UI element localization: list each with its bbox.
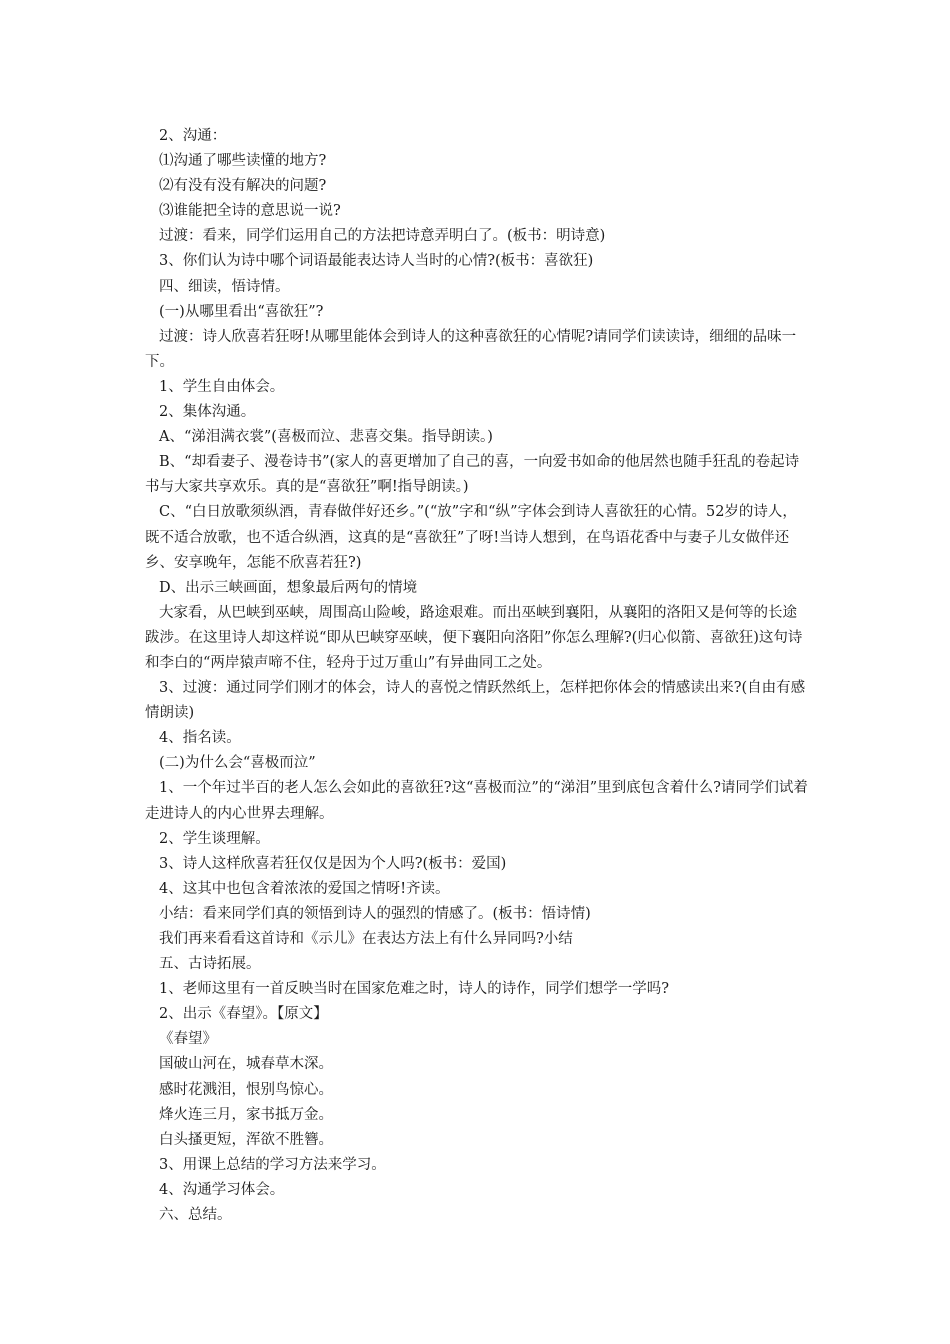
paragraph: 过渡：诗人欣喜若狂呀!从哪里能体会到诗人的这种喜欲狂的心情呢?请同学们读读诗，细细的品味一下。 (145, 328, 797, 370)
poem-line: 感时花溅泪，恨别鸟惊心。 (159, 1081, 333, 1098)
paragraph: 3、诗人这样欣喜若狂仅仅是因为个人吗?(板书：爱国) (159, 855, 507, 872)
paragraph: 3、你们认为诗中哪个词语最能表达诗人当时的心情?(板书：喜欲狂) (159, 253, 594, 270)
paragraph: 我们再来看看这首诗和《示儿》在表达方法上有什么异同吗?小结 (159, 931, 573, 947)
paragraph: 2、出示《春望》。【原文】 (159, 1006, 328, 1023)
paragraph: 4、沟通学习体会。 (159, 1181, 285, 1198)
section-heading: 五、古诗拓展。 (159, 956, 261, 973)
paragraph: 1、一个年过半百的老人怎么会如此的喜欲狂?这“喜极而泣”的“涕泪”里到底包含着什么?请同学们试着走进诗人的内心世界去理解。 (145, 780, 808, 822)
paragraph: 4、指名读。 (159, 730, 241, 747)
paragraph: 大家看，从巴峡到巫峡，周围高山险峻，路途艰难。而出巫峡到襄阳，从襄阳的洛阳又是何等的长途跋涉。在这里诗人却这样说“即从巴峡穿巫峡，便下襄阳向洛阳”你怎么理解?(归心似箭、喜欲狂)这句诗和李白的“两岸猿声啼不住，轻舟于过万重山”有异曲同工之处。 (145, 604, 803, 671)
paragraph: B、“却看妻子、漫卷诗书”(家人的喜更增加了自己的喜，一向爱书如命的他居然也随手狂乱的卷起诗书与大家共享欢乐。真的是“喜欲狂”啊!指导朗读。) (145, 454, 800, 496)
paragraph: D、出示三峡画面，想象最后两句的情境 (159, 579, 418, 596)
poem-line: 国破山河在，城春草木深。 (159, 1056, 333, 1073)
paragraph: C、“白日放歌须纵酒，青春做伴好还乡。”(“放”字和“纵”字体会到诗人喜欲狂的心情。52岁的诗人，既不适合放歌，也不适合纵酒，这真的是“喜欲狂”了呀!当诗人想到，在鸟语花香中与妻子儿女做伴还乡、安享晚年，怎能不欣喜若狂?) (145, 504, 797, 571)
paragraph: 小结：看来同学们真的领悟到诗人的强烈的情感了。(板书：悟诗情) (159, 905, 591, 922)
poem-line: 烽火连三月，家书抵万金。 (159, 1106, 333, 1123)
section-heading: 四、细读，悟诗情。 (159, 278, 290, 295)
poem-line: 白头搔更短，浑欲不胜簪。 (159, 1131, 333, 1148)
paragraph: ⑵有没有没有解决的问题? (159, 178, 327, 195)
paragraph: 2、集体沟通。 (159, 404, 256, 421)
paragraph: 过渡：看来，同学们运用自己的方法把诗意弄明白了。(板书：明诗意) (159, 228, 606, 245)
paragraph: ⑴沟通了哪些读懂的地方? (159, 153, 327, 170)
paragraph: ⑶谁能把全诗的意思说一说? (159, 203, 341, 220)
paragraph: 4、这其中也包含着浓浓的爱国之情呀!齐读。 (159, 880, 450, 897)
paragraph: A、“涕泪满衣裳”(喜极而泣、悲喜交集。指导朗读。) (159, 429, 493, 446)
paragraph: 1、学生自由体会。 (159, 378, 285, 395)
paragraph: 2、学生谈理解。 (159, 830, 270, 847)
section-heading: 六、总结。 (159, 1207, 232, 1224)
document-page (145, 124, 810, 1228)
subsection-heading: (二)为什么会“喜极而泣” (159, 755, 316, 772)
paragraph: 2、沟通： (159, 128, 227, 144)
subsection-heading: (一)从哪里看出“喜欲狂”? (159, 303, 324, 320)
paragraph: 3、用课上总结的学习方法来学习。 (159, 1156, 386, 1173)
paragraph: 1、老师这里有一首反映当时在国家危难之时，诗人的诗作，同学们想学一学吗? (159, 981, 669, 998)
poem-title: 《春望》 (159, 1031, 217, 1048)
paragraph: 3、过渡：通过同学们刚才的体会，诗人的喜悦之情跃然纸上，怎样把你体会的情感读出来?(自由有感情朗读) (145, 680, 806, 722)
